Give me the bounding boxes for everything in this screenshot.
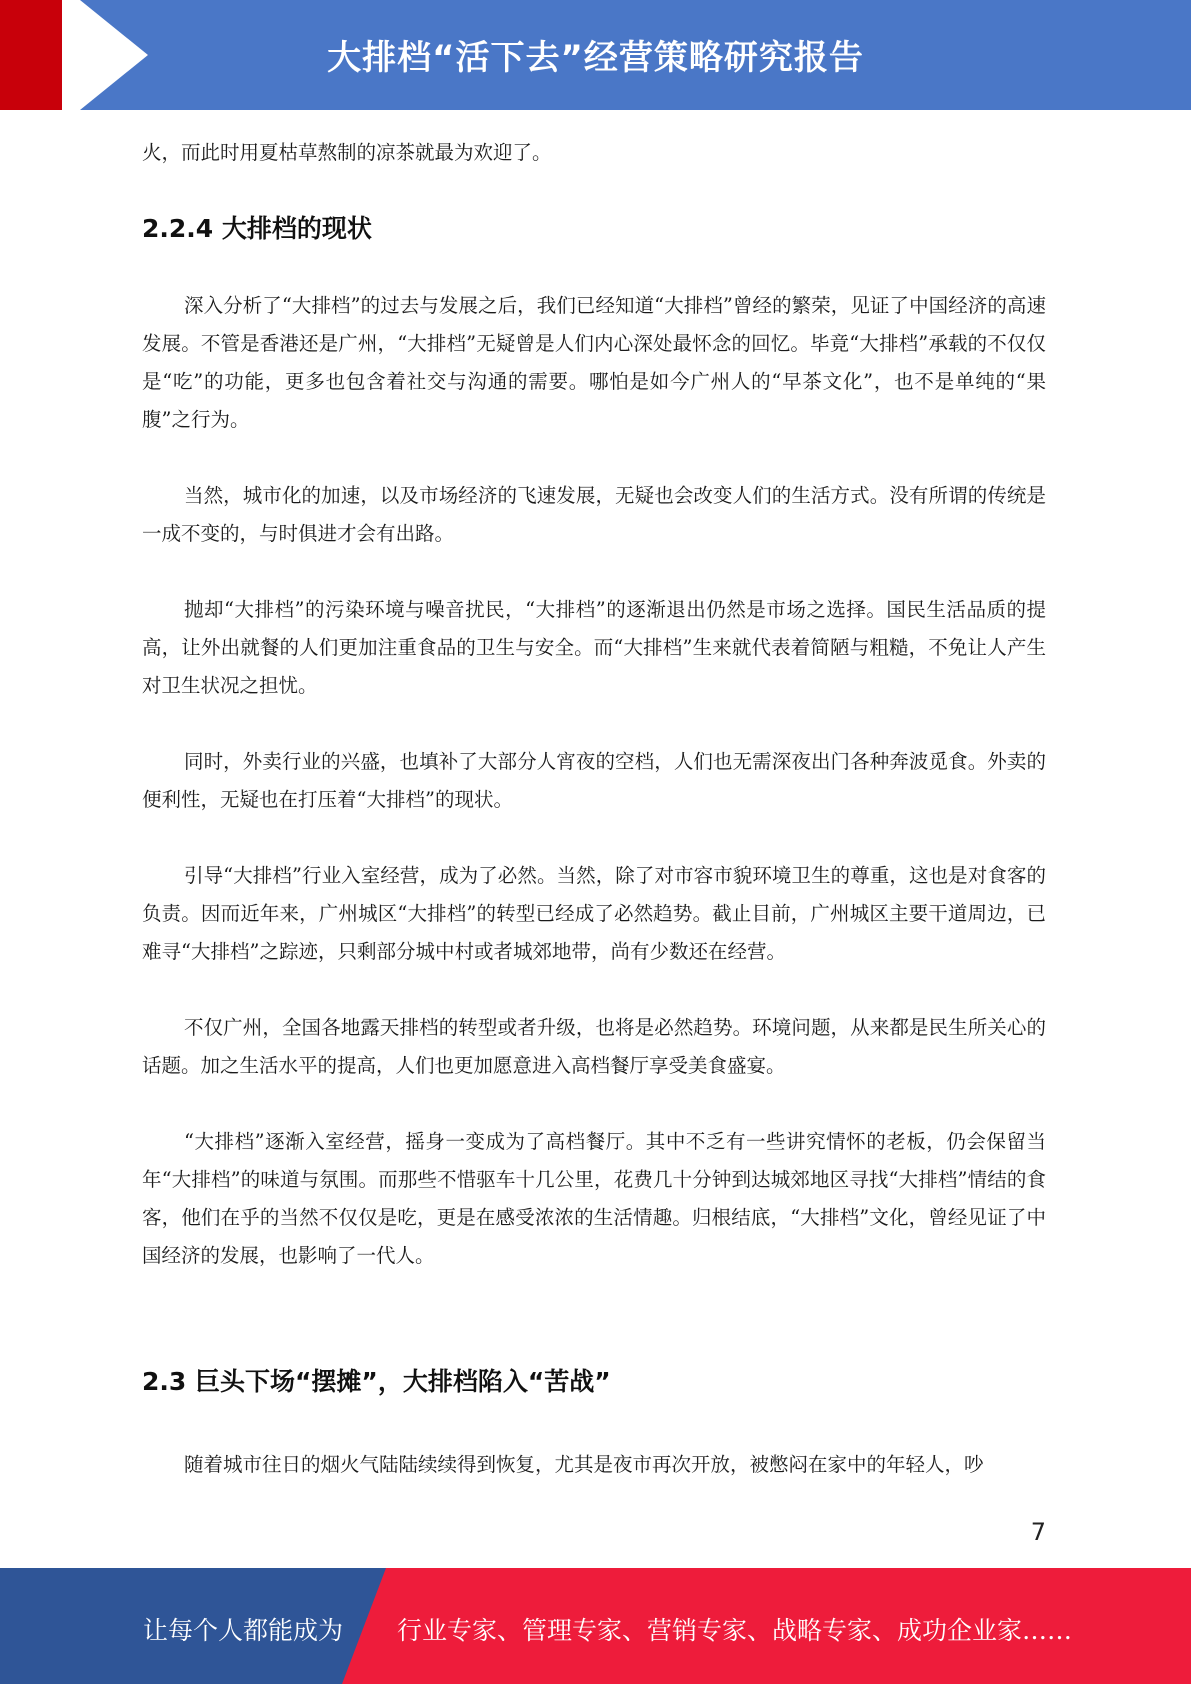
page-footer [0,1568,1191,1684]
paragraph-continued: 火，而此时用夏枯草熬制的凉茶就最为欢迎了。 [142,141,552,164]
paragraph: 当然，城市化的加速，以及市场经济的飞速发展，无疑也会改变人们的生活方式。没有所谓的传统是一成不变的，与时俱进才会有出路。 [142,484,1046,545]
paragraph: 引导“大排档”行业入室经营，成为了必然。当然，除了对市容市貌环境卫生的尊重，这也是对食客的负责。因而近年来，广州城区“大排档”的转型已经成了必然趋势。截止目前，广州城区主要干道周边，已难寻“大排档”之踪迹，只剩部分城中村或者城郊地带，尚有少数还在经营。 [142,864,1046,963]
paragraph: 同时，外卖行业的兴盛，也填补了大部分人宵夜的空档，人们也无需深夜出门各种奔波觅食。外卖的便利性，无疑也在打压着“大排档”的现状。 [142,750,1046,811]
page-number: 7 [1030,1518,1046,1546]
paragraph: “大排档”逐渐入室经营，摇身一变成为了高档餐厅。其中不乏有一些讲究情怀的老板，仍会保留当年“大排档”的味道与氛围。而那些不惜驱车十几公里，花费几十分钟到达城郊地区寻找“大排档”情结的食客，他们在乎的当然不仅仅是吃，更是在感受浓浓的生活情趣。归根结底，“大排档”文化，曾经见证了中国经济的发展，也影响了一代人。 [142,1130,1046,1267]
paragraph: 随着城市往日的烟火气陆陆续续得到恢复，尤其是夜市再次开放，被憋闷在家中的年轻人，吵 [184,1453,984,1476]
paragraph: 抛却“大排档”的污染环境与噪音扰民，“大排档”的逐渐退出仍然是市场之选择。国民生活品质的提高，让外出就餐的人们更加注重食品的卫生与安全。而“大排档”生来就代表着简陋与粗糙，不免让人产生对卫生状况之担忧。 [142,598,1046,697]
paragraph: 不仅广州，全国各地露天排档的转型或者升级，也将是必然趋势。环境问题，从来都是民生所关心的话题。加之生活水平的提高，人们也更加愿意进入高档餐厅享受美食盛宴。 [142,1016,1046,1077]
paragraph: 深入分析了“大排档”的过去与发展之后，我们已经知道“大排档”曾经的繁荣，见证了中国经济的高速发展。不管是香港还是广州，“大排档”无疑曾是人们内心深处最怀念的回忆。毕竟“大排档”承载的不仅仅是“吃”的功能，更多也包含着社交与沟通的需要。哪怕是如今广州人的“早茶文化”，也不是单纯的“果腹”之行为。 [142,294,1046,431]
section-heading-2-3: 2.3 巨头下场“摆摊”，大排档陷入“苦战” [142,1367,611,1396]
page-header [0,0,1191,110]
footer-slogan-left: 让每个人都能成为 [143,1616,344,1645]
footer-slogan-right: 行业专家、管理专家、营销专家、战略专家、成功企业家…… [397,1616,1073,1645]
section-heading-2-2-4: 2.2.4 大排档的现状 [142,214,372,243]
report-title: 大排档“活下去”经营策略研究报告 [327,38,864,78]
